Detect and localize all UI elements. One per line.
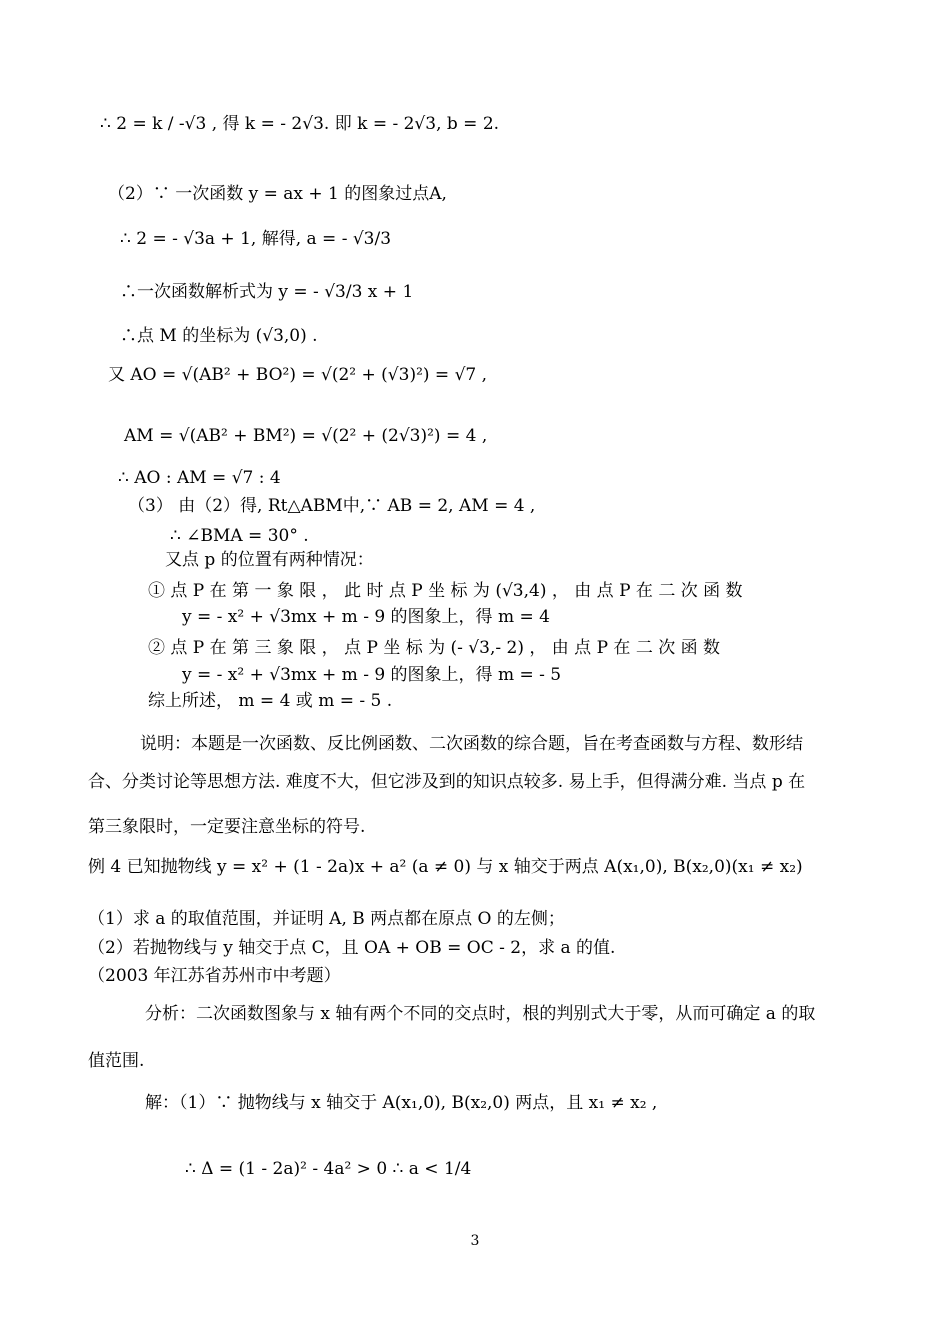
line-12: ① 点 P 在 第 一 象 限 ， 此 时 点 P 坐 标 为 (√3,4) ， 由 点 P 在 二 次 函 数 bbox=[148, 581, 743, 601]
line-8: ∴ AO : AM = √7 : 4 bbox=[118, 468, 281, 488]
line-18: 合、分类讨论等思想方法. 难度不大，但它涉及到的知识点较多. 易上手，但得满分难. 当点 p 在 bbox=[88, 772, 806, 792]
line-15: y = - x² + √3mx + m - 9 的图象上，得 m = - 5 bbox=[182, 665, 562, 685]
line-25: 值范围. bbox=[88, 1051, 145, 1071]
line-20: 例 4 已知抛物线 y = x² + (1 - 2a)x + a² (a ≠ 0) 与 x 轴交于两点 A(x₁,0), B(x₂,0)(x₁ ≠ x₂) bbox=[88, 857, 803, 877]
line-9: （3） 由（2）得, Rt△ABM中,∵ AB = 2, AM = 4 , bbox=[128, 496, 536, 516]
line-23: （2003 年江苏省苏州市中考题） bbox=[88, 966, 341, 986]
line-24: 分析：二次函数图象与 x 轴有两个不同的交点时，根的判别式大于零，从而可确定 a 的取 bbox=[145, 1004, 816, 1024]
line-5: ∴点 M 的坐标为 (√3,0) . bbox=[120, 326, 318, 346]
line-3: ∴ 2 = - √3a + 1, 解得, a = - √3/3 bbox=[120, 229, 392, 249]
line-10: ∴ ∠BMA = 30° . bbox=[170, 526, 309, 546]
line-1: ∴ 2 = k / -√3 , 得 k = - 2√3. 即 k = - 2√3, b = 2. bbox=[100, 114, 500, 134]
line-26: 解：（1）∵ 抛物线与 x 轴交于 A(x₁,0), B(x₂,0) 两点，且 x₁ ≠ x₂ , bbox=[145, 1093, 658, 1113]
line-7: AM = √(AB² + BM²) = √(2² + (2√3)²) = 4 , bbox=[124, 426, 488, 446]
line-17: 说明：本题是一次函数、反比例函数、二次函数的综合题，旨在考查函数与方程、数形结 bbox=[140, 734, 803, 754]
line-14: ② 点 P 在 第 三 象 限 ， 点 P 坐 标 为 (- √3,- 2) ， 由 点 P 在 二 次 函 数 bbox=[148, 638, 721, 658]
line-4: ∴一次函数解析式为 y = - √3/3 x + 1 bbox=[120, 282, 414, 302]
line-27: ∴ Δ = (1 - 2a)² - 4a² > 0 ∴ a < 1/4 bbox=[185, 1159, 472, 1179]
line-22: （2）若抛物线与 y 轴交于点 C，且 OA + OB = OC - 2，求 a 的值. bbox=[88, 938, 616, 958]
line-13: y = - x² + √3mx + m - 9 的图象上，得 m = 4 bbox=[182, 607, 550, 627]
line-6: 又 AO = √(AB² + BO²) = √(2² + (√3)²) = √7 , bbox=[108, 365, 488, 385]
line-19: 第三象限时，一定要注意坐标的符号. bbox=[88, 817, 366, 837]
line-21: （1）求 a 的取值范围，并证明 A, B 两点都在原点 O 的左侧； bbox=[88, 909, 565, 929]
line-2: （2）∵ 一次函数 y = ax + 1 的图象过点A, bbox=[108, 184, 447, 204]
line-16: 综上所述， m = 4 或 m = - 5 . bbox=[148, 691, 393, 711]
page-number: 3 bbox=[470, 1233, 480, 1249]
line-11: 又点 p 的位置有两种情况： bbox=[165, 550, 374, 570]
